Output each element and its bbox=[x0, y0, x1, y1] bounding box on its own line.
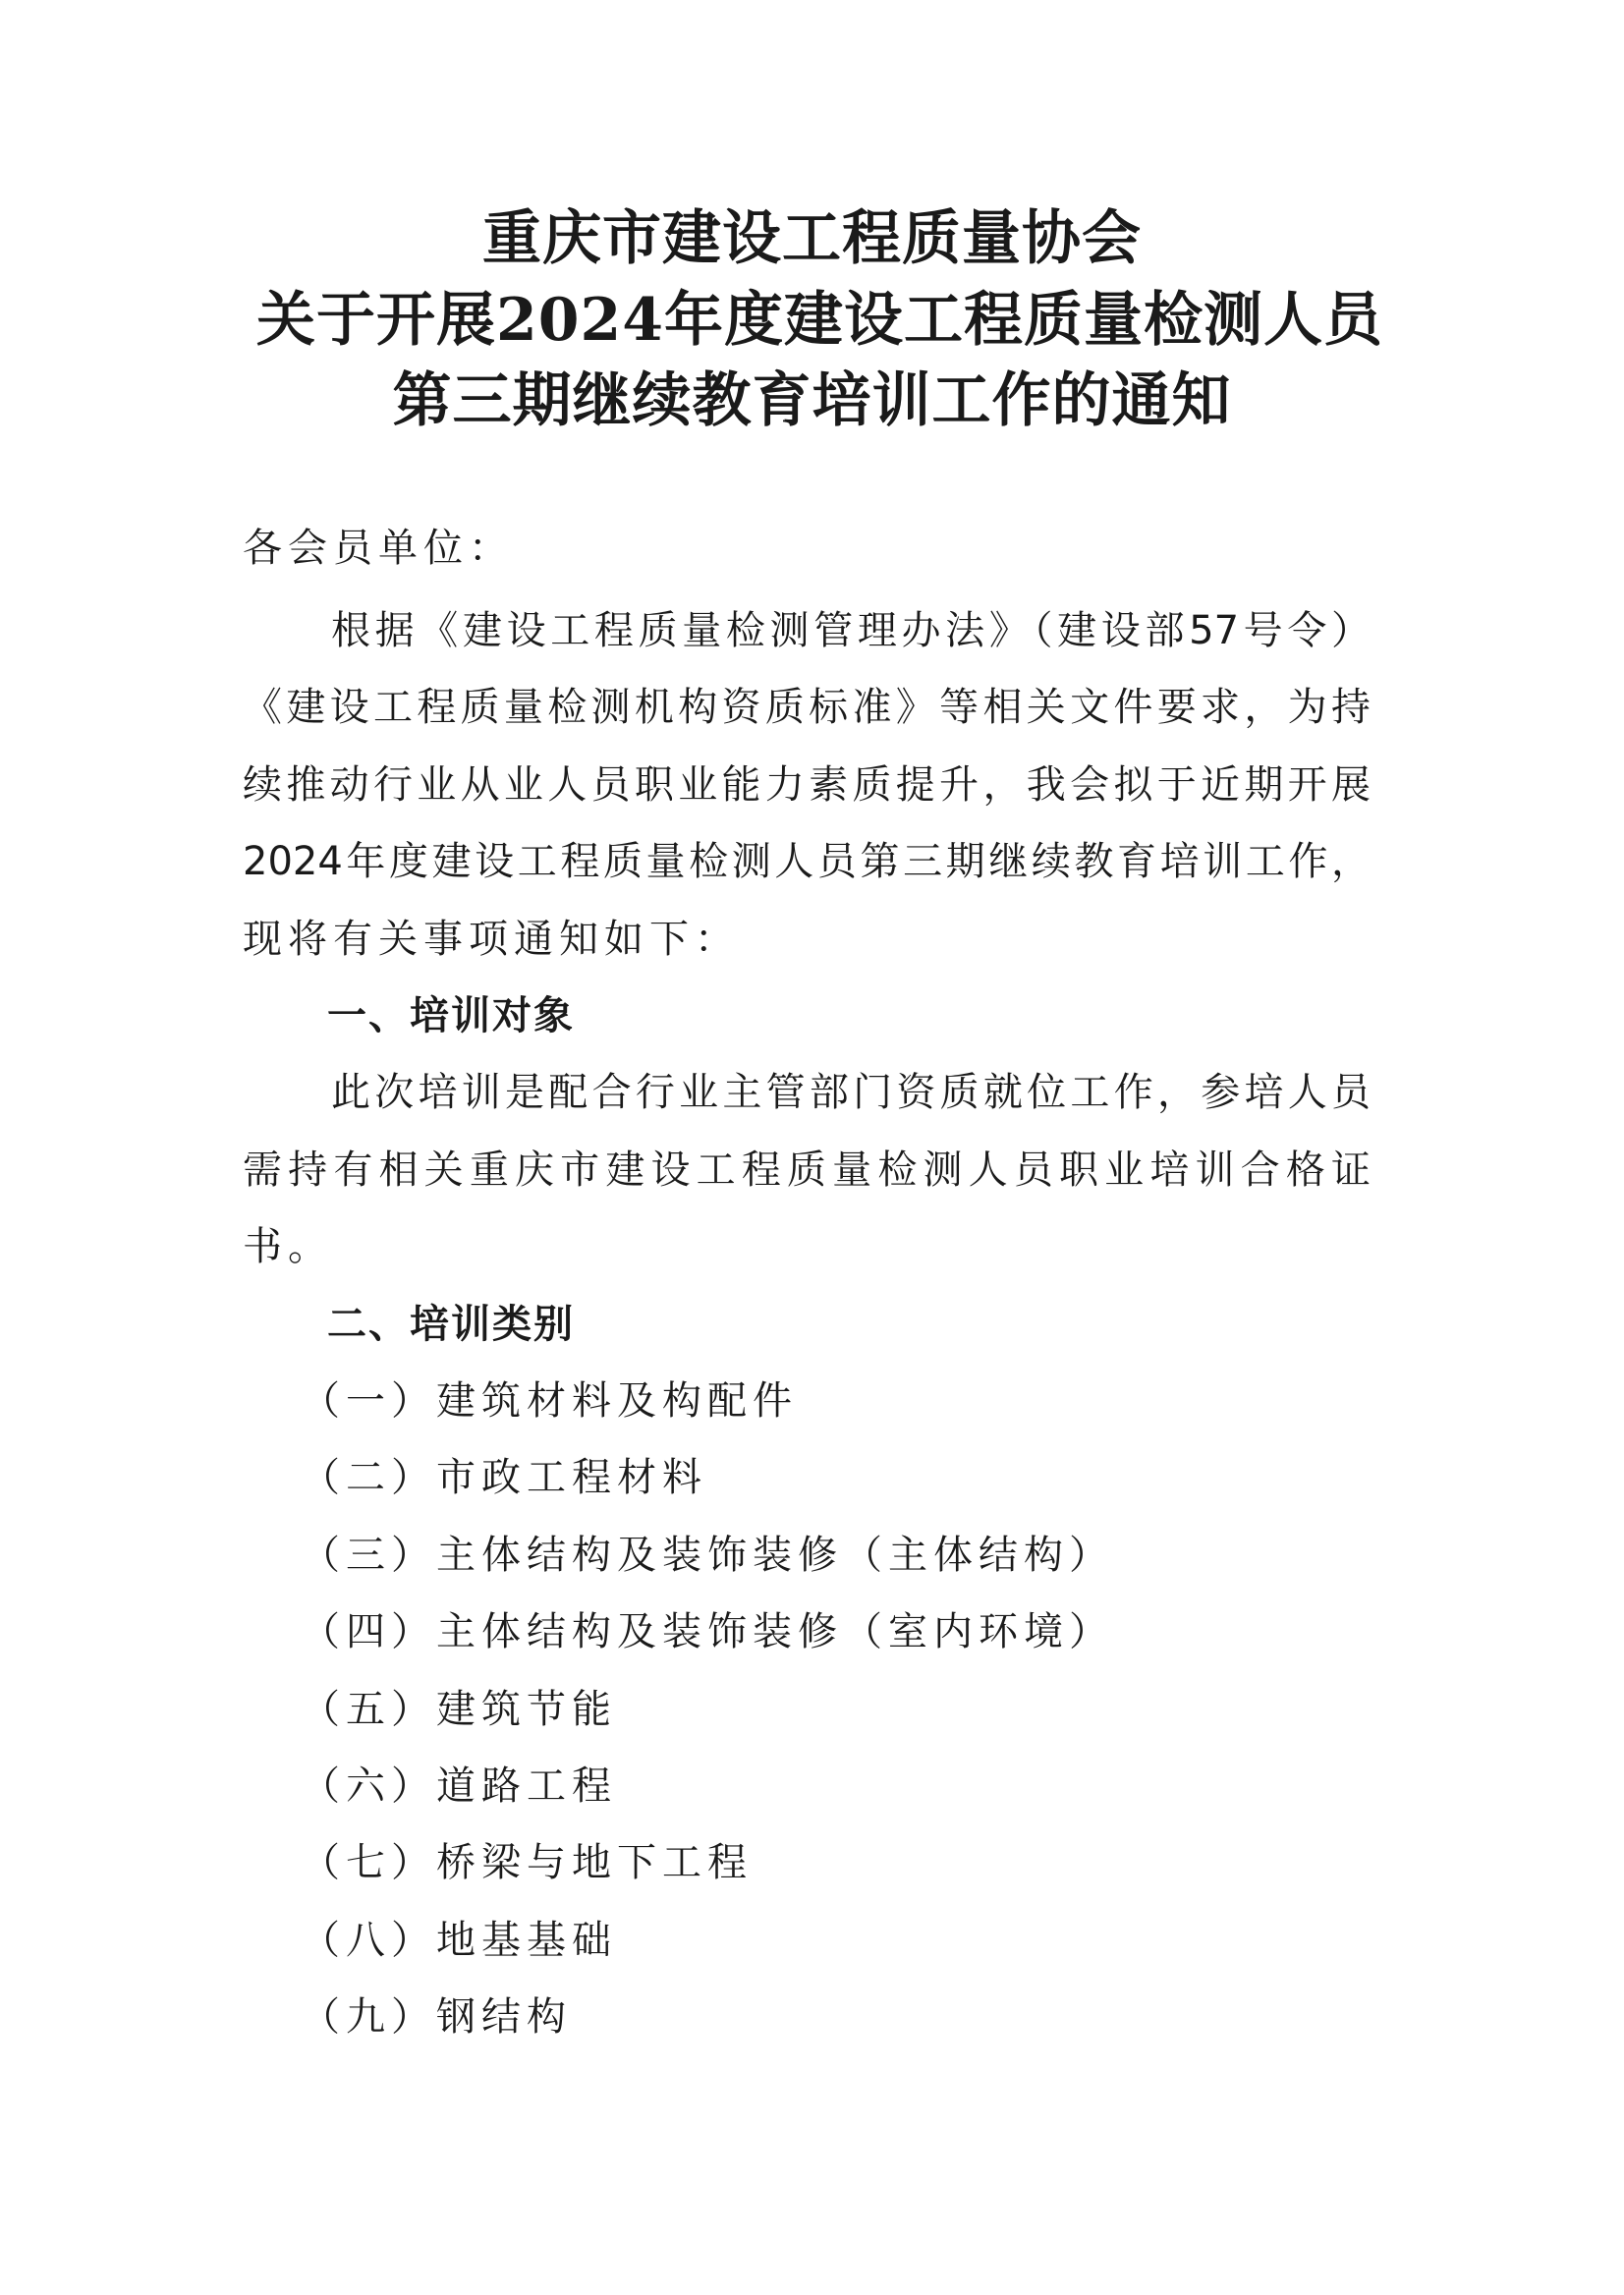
intro-line-5: 现将有关事项通知如下： bbox=[243, 917, 740, 962]
category-item: （一）建筑材料及构配件 bbox=[301, 1378, 798, 1424]
notice-title-line-2: 关于开展2024年度建设工程质量检测人员 bbox=[256, 286, 1383, 355]
intro-line-1: 根据《建设工程质量检测管理办法》（建设部57号令） bbox=[331, 608, 1371, 653]
section1-line-1: 此次培训是配合行业主管部门资质就位工作，参培人员 bbox=[331, 1070, 1371, 1115]
category-item: （四）主体结构及装饰装修（室内环境） bbox=[301, 1609, 1114, 1654]
intro-line-3: 续推动行业从业人员职业能力素质提升，我会拟于近期开展 bbox=[243, 762, 1371, 808]
category-item: （五）建筑节能 bbox=[301, 1687, 617, 1732]
section-heading-training-targets: 一、培训对象 bbox=[327, 993, 575, 1038]
intro-line-2: 《建设工程质量检测机构资质标准》等相关文件要求，为持 bbox=[243, 685, 1371, 730]
salutation: 各会员单位： bbox=[243, 526, 514, 571]
category-item: （八）地基基础 bbox=[301, 1918, 617, 1963]
section1-line-3: 书。 bbox=[243, 1224, 333, 1269]
category-item: （二）市政工程材料 bbox=[301, 1455, 707, 1500]
section1-line-2: 需持有相关重庆市建设工程质量检测人员职业培训合格证 bbox=[243, 1148, 1371, 1193]
notice-title-line-3: 第三期继续教育培训工作的通知 bbox=[392, 366, 1232, 435]
notice-title-line-1: 重庆市建设工程质量协会 bbox=[482, 204, 1142, 273]
category-item: （六）道路工程 bbox=[301, 1763, 617, 1809]
category-item: （九）钢结构 bbox=[301, 1994, 572, 2040]
intro-line-4: 2024年度建设工程质量检测人员第三期继续教育培训工作， bbox=[243, 839, 1371, 884]
category-item: （三）主体结构及装饰装修（主体结构） bbox=[301, 1533, 1114, 1578]
category-item: （七）桥梁与地下工程 bbox=[301, 1840, 753, 1885]
section-heading-training-categories: 二、培训类别 bbox=[327, 1302, 575, 1347]
